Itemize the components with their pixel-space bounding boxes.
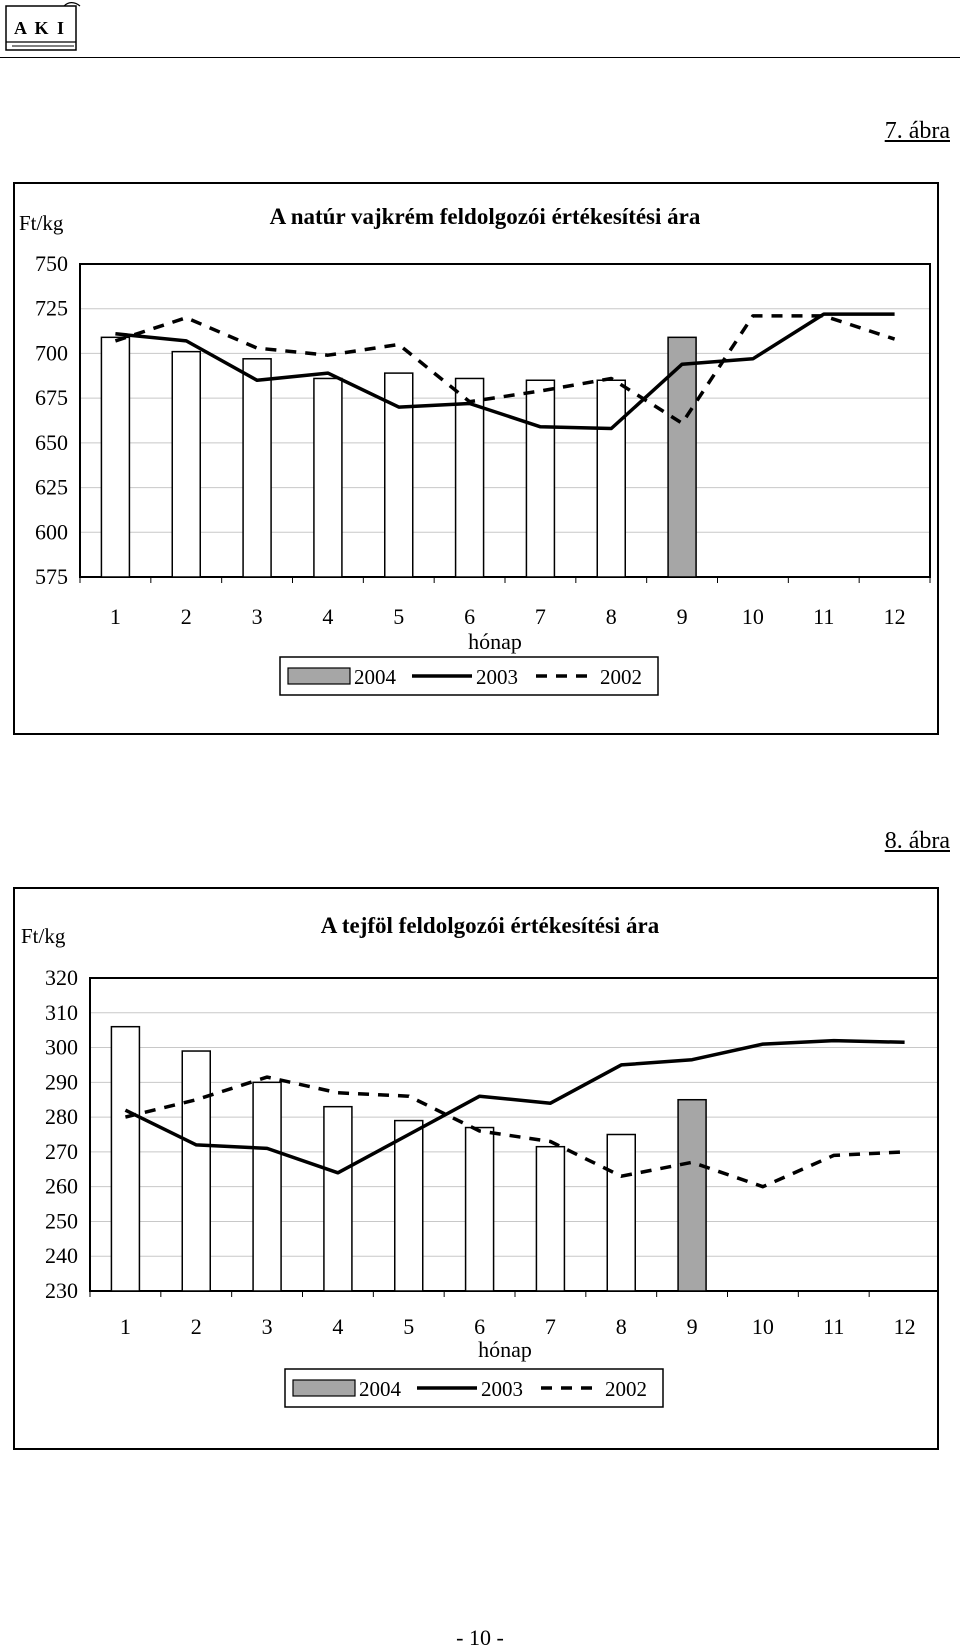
chart-title: A natúr vajkrém feldolgozói értékesítési ára [269,204,701,229]
legend-swatch-2004 [288,668,350,684]
x-tick-label: 7 [534,604,546,629]
x-tick-label: 5 [403,1314,415,1339]
y-tick-label: 650 [35,429,68,455]
bar-2004-9 [678,1100,706,1291]
y-tick-label: 300 [45,1034,78,1060]
x-tick-label: 6 [474,1314,486,1339]
y-tick-label: 250 [45,1208,78,1234]
x-tick-label: 5 [393,604,405,629]
bar-2004-1 [111,1027,139,1291]
y-tick-label: 725 [35,295,68,321]
y-tick-label: 270 [45,1138,78,1164]
chart-butter-cream [15,184,937,733]
legend-label-2002: 2002 [600,665,642,689]
x-axis-label: hónap [478,1337,532,1362]
aki-logo [4,2,82,54]
y-tick-label: 260 [45,1173,78,1199]
x-tick-label: 4 [332,1314,344,1339]
y-axis-label: Ft/kg [21,924,66,948]
line-series-2002 [115,316,894,423]
bar-2004-2 [182,1051,210,1291]
chart-sour-cream [15,889,937,1448]
legend-swatch-2004 [293,1380,355,1396]
y-tick-label: 320 [45,965,78,990]
y-tick-label: 575 [35,564,68,589]
line-series-2003 [115,314,894,428]
bar-2004-3 [253,1082,281,1291]
line-series-2003 [125,1041,904,1173]
x-tick-label: 8 [605,604,617,629]
figure-label-8: 8. ábra [884,828,950,854]
bar-2004-2 [172,352,200,577]
header-rule [0,57,960,58]
x-tick-label: 2 [180,604,192,629]
chart-frame-sour-cream [13,887,939,1450]
x-tick-label: 10 [751,1314,774,1339]
y-axis-label: Ft/kg [19,211,64,235]
bar-2004-7 [526,380,554,577]
x-tick-label: 3 [251,604,263,629]
x-tick-label: 12 [883,604,906,629]
x-axis-label: hónap [468,629,522,654]
x-tick-label: 6 [464,604,476,629]
y-tick-label: 280 [45,1104,78,1130]
x-tick-label: 11 [813,604,835,629]
chart-title: A tejföl feldolgozói értékesítési ára [320,913,660,938]
x-tick-label: 10 [741,604,764,629]
x-tick-label: 1 [109,604,121,629]
legend-label-2004: 2004 [354,665,396,689]
bar-2004-8 [607,1135,635,1292]
bar-2004-7 [536,1147,564,1291]
legend-label-2003: 2003 [476,665,518,689]
line-series-2002 [125,1077,904,1187]
bar-2004-4 [314,378,342,577]
page-number: - 10 - [456,1625,504,1650]
y-tick-label: 750 [35,251,68,276]
legend-label-2002: 2002 [605,1377,647,1401]
y-tick-label: 290 [45,1069,78,1095]
y-tick-label: 625 [35,474,68,500]
x-tick-label: 9 [686,1314,698,1339]
x-tick-label: 1 [119,1314,131,1339]
figure-label-7: 7. ábra [884,118,950,144]
bar-2004-4 [324,1107,352,1291]
x-tick-label: 2 [190,1314,202,1339]
x-tick-label: 9 [676,604,688,629]
y-tick-label: 230 [45,1278,78,1303]
y-tick-label: 700 [35,340,68,366]
y-tick-label: 310 [45,999,78,1025]
legend-label-2003: 2003 [481,1377,523,1401]
x-tick-label: 3 [261,1314,273,1339]
y-tick-label: 240 [45,1243,78,1269]
bar-2004-1 [101,337,129,577]
x-tick-label: 8 [615,1314,627,1339]
x-tick-label: 4 [322,604,334,629]
plot-area [80,264,930,577]
bar-2004-6 [466,1128,494,1291]
bar-2004-8 [597,380,625,577]
y-tick-label: 675 [35,385,68,411]
x-tick-label: 7 [544,1314,556,1339]
bar-2004-5 [395,1121,423,1291]
x-tick-label: 12 [893,1314,916,1339]
chart-frame-butter-cream [13,182,939,735]
logo-text: A K I [14,18,67,38]
y-tick-label: 600 [35,519,68,545]
bar-2004-3 [243,359,271,577]
x-tick-label: 11 [823,1314,845,1339]
legend-label-2004: 2004 [359,1377,401,1401]
page-header [0,0,960,60]
